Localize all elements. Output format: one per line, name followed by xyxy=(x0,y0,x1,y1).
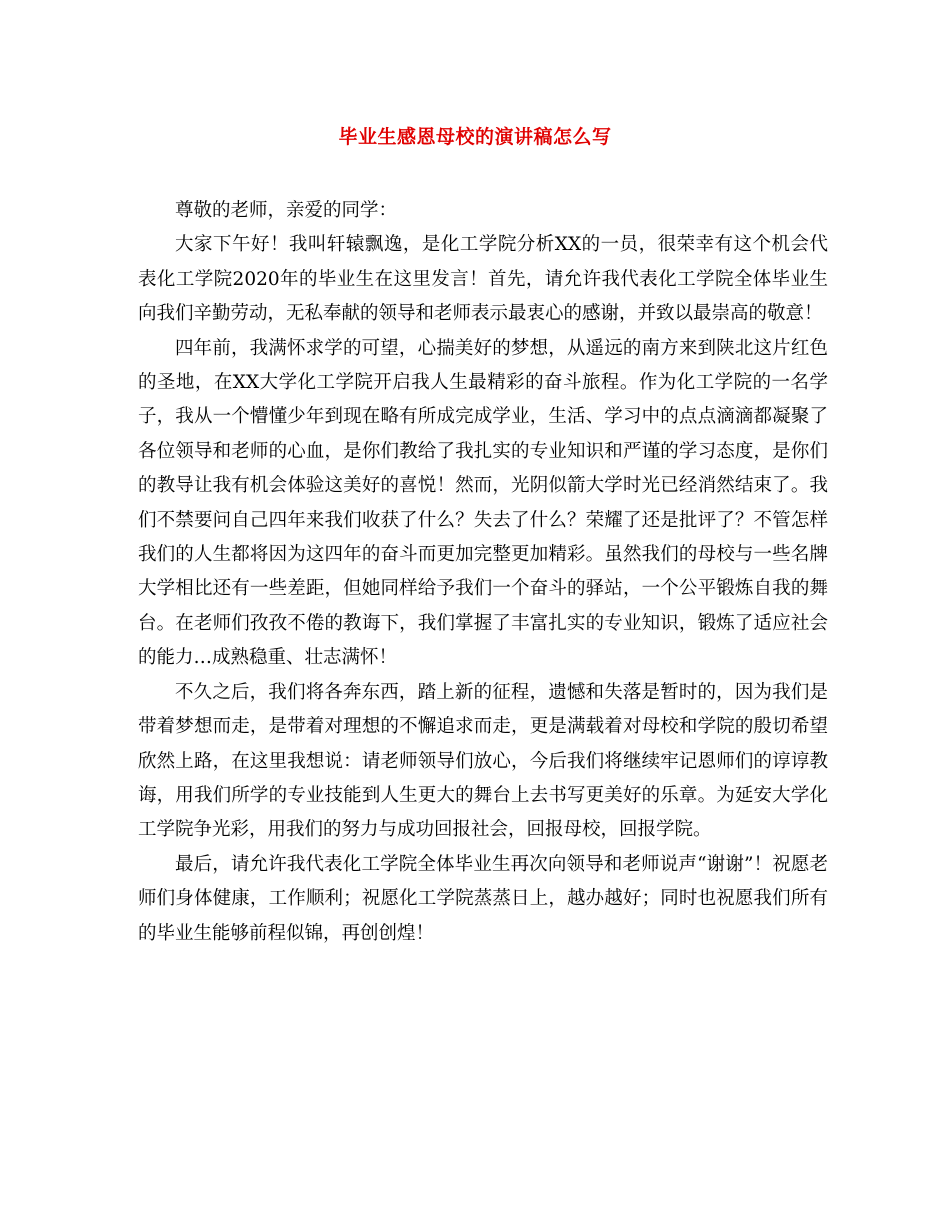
document-body xyxy=(138,194,828,951)
paragraph: 最后，请允许我代表化工学院全体毕业生再次向领导和老师说声“谢谢”！祝愿老师们身体健康，工作顺利；祝愿化工学院蒸蒸日上，越办越好；同时也祝愿我们所有的毕业生能够前程似锦，再创创煌！ xyxy=(138,853,828,944)
paragraph: 四年前，我满怀求学的可望，心揣美好的梦想，从遥远的南方来到陕北这片红色的圣地，在XX大学化工学院开启我人生最精彩的奋斗旅程。作为化工学院的一名学子，我从一个懵懂少年到现在略有所成完成学业，生活、学习中的点点滴滴都凝聚了各位领导和老师的心血，是你们教给了我扎实的专业知识和严谨的学习态度，是你们的教导让我有机会体验这美好的喜悦！然而，光阴似箭大学时光已经消然结束了。我们不禁要问自己四年来我们收获了什么？失去了什么？荣耀了还是批评了？不管怎样我们的人生都将因为这四年的奋斗而更加完整更加精彩。虽然我们的母校与一些名牌大学相比还有一些差距，但她同样给予我们一个奋斗的驿站，一个公平锻炼自我的舞台。在老师们孜孜不倦的教诲下，我们掌握了丰富扎实的专业知识，锻炼了适应社会的能力…成熟稳重、壮志满怀！ xyxy=(138,337,828,669)
document-title: 毕业生感恩母校的演讲稿怎么写 xyxy=(338,126,612,148)
salutation: 尊敬的老师，亲爱的同学： xyxy=(175,200,398,221)
paragraph: 大家下午好！我叫轩辕飘逸，是化工学院分析XX的一员，很荣幸有这个机会代表化工学院2020年的毕业生在这里发言！首先，请允许我代表化工学院全体毕业生向我们辛勤劳动，无私奉献的领导和老师表示最衷心的感谢，并致以最崇高的敬意！ xyxy=(138,234,828,325)
paragraph: 不久之后，我们将各奔东西，踏上新的征程，遗憾和失落是暂时的，因为我们是带着梦想而走，是带着对理想的不懈追求而走，更是满载着对母校和学院的殷切希望欣然上路，在这里我想说：请老师领导们放心，今后我们将继续牢记恩师们的谆谆教诲，用我们所学的专业技能到人生更大的舞台上去书写更美好的乐章。为延安大学化工学院争光彩，用我们的努力与成功回报社会，回报母校，回报学院。 xyxy=(138,681,828,841)
